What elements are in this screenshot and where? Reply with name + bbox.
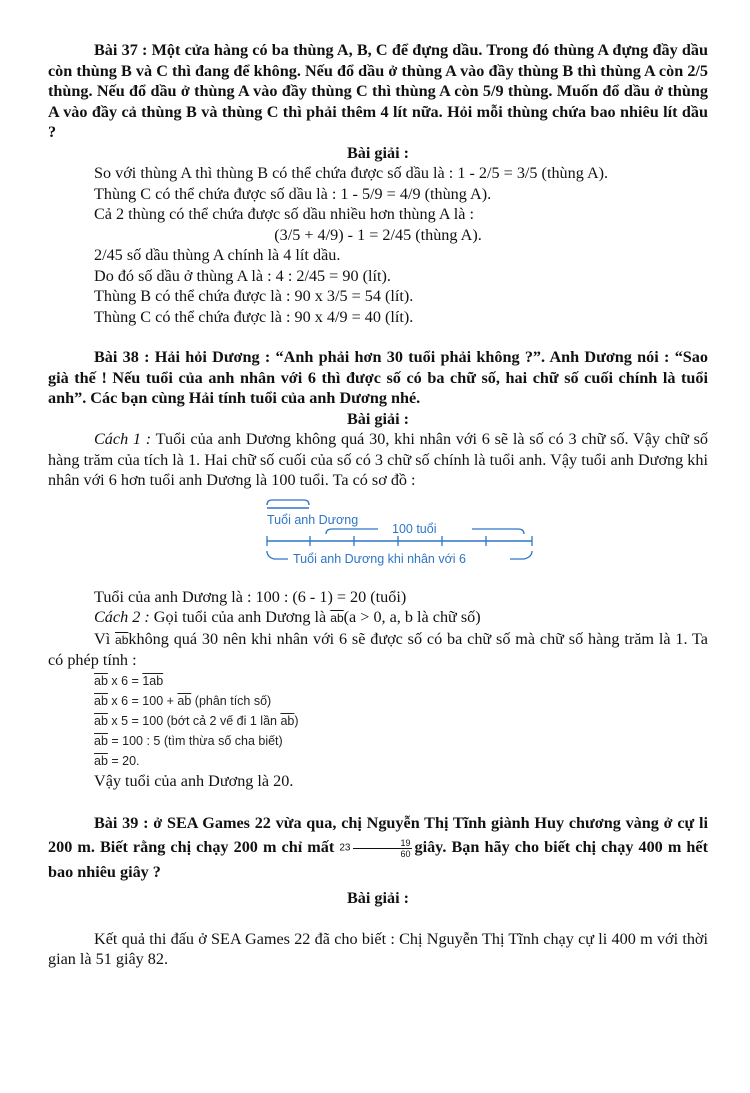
age-brace xyxy=(267,500,309,505)
times6-brace xyxy=(267,551,288,559)
method-2-line: Cách 2 : Gọi tuổi của anh Dương là $\overline{ab}(a > 0$, a, b là chữ số) xyxy=(94,608,481,626)
solution-line: Thùng C có thể chứa được số dầu là : 1 - 5/9 = 4/9 (thùng A). xyxy=(94,184,492,203)
solution-line: Thùng C có thể chứa được là : 90 x 4/9 = 40 (lít). xyxy=(94,307,414,326)
solution-line: Do đó số dầu ở thùng A là : 4 : 2/45 = 90 (lít). xyxy=(94,266,391,285)
solution-line: Cả 2 thùng có thể chứa được số dầu nhiều hơn thùng A là : xyxy=(94,205,474,223)
calc-step: $\overline{ab}$ x 6 = 1ab xyxy=(94,673,164,688)
solution-line: Thùng B có thể chứa được là : 90 x 3/5 = 54 (lít). xyxy=(94,287,414,305)
ab-overline: $\overline{ab}$ xyxy=(330,611,344,625)
mixed-number-fraction: $\frac{19}{60}$ xyxy=(353,838,411,859)
because-paragraph: Vì $\overline{ab}không$ quá 30 nên khi nhân với 6 sẽ được số có ba chữ số mà chữ số hàng trăm là 1. Ta có phép tính : xyxy=(48,629,708,669)
label-times6: Tuổi anh Dương khi nhân với 6 xyxy=(293,551,467,566)
solution-heading-37: Bài giải : xyxy=(346,143,410,162)
problem-39: Bài 39 : ở SEA Games 22 vừa qua, chị Nguyễn Thị Tĩnh giành Huy chương vàng ở cự li 200 m. Biết rằng chị chạy 200 m chỉ mất 23 $\frac{19}{60}$ giây. Bạn hãy cho biết chị chạy 400 m hết bao nhiêu giây ? xyxy=(48,814,709,882)
solution-line: 2/45 số dầu thùng A chính là 4 lít dầu. xyxy=(94,246,341,264)
label-age: Tuổi anh Dương xyxy=(267,512,359,527)
calc-step: $\overline{ab} = 100$ : 5 (tìm thừa số cha biết) xyxy=(94,733,283,748)
answer-39: Kết quả thi đấu ở SEA Games 22 đã cho biết : Chị Nguyễn Thị Tĩnh chạy cự li 400 m với thời gian là 51 giây 82. xyxy=(48,929,708,969)
solution-line: (3/5 + 4/9) - 1 = 2/45 (thùng A). xyxy=(274,225,482,244)
label-100: 100 tuổi xyxy=(392,521,437,536)
calculation-steps xyxy=(48,671,708,771)
solution-heading-38: Bài giải : xyxy=(346,409,410,428)
method-1-text: Tuổi của anh Dương không quá 30, khi nhân với 6 sẽ là số có 3 chữ số. Vậy chữ số hàng trăm của tích là 1. Hai chữ số cuối của số có 3 chữ số chính là tuổi anh. Vậy tuổi anh Dương khi nhân với 6 hơn tuổi anh Dương là 100 tuổi. Ta có sơ đồ : xyxy=(48,430,708,489)
hundred-brace xyxy=(326,529,378,534)
mixed-number-int: 23 xyxy=(339,842,351,854)
age-segment-diagram xyxy=(266,499,534,577)
problem-37: Bài 37 : Một cửa hàng có ba thùng A, B, C để đựng dầu. Trong đó thùng A đựng đầy dầu còn thùng B và C thì đang để không. Nếu đổ dầu ở thùng A vào đầy thùng B thì thùng A còn 2/5 thùng. Nếu đổ dầu ở thùng A vào đầy thùng C thì thùng A còn 5/9 thùng. Muốn đổ dầu ở thùng A vào đầy cả thùng B và thùng C thì phải thêm 4 lít nữa. Hỏi mỗi thùng chứa bao nhiêu lít dầu ? xyxy=(48,41,708,141)
calc-step: $\overline{ab}$ x $6 = 100 + \overline{ab}$ (phân tích số) xyxy=(94,693,272,708)
method-1-paragraph xyxy=(48,429,708,491)
conclusion-38: Vậy tuổi của anh Dương là 20. xyxy=(94,771,294,790)
solution-line: So với thùng A thì thùng B có thể chứa được số dầu là : 1 - 2/5 = 3/5 (thùng A). xyxy=(94,164,609,182)
method-1-label: Cách 1 : xyxy=(94,430,152,448)
solution-heading-39: Bài giải : xyxy=(346,889,410,908)
method-2-label: Cách 2 : xyxy=(94,608,150,626)
calc-step: $\overline{ab}$ x 5 = 100 (bớt cả 2 vế đi 1 lần $\overline{ab}$) xyxy=(94,713,299,728)
times6-brace xyxy=(510,551,532,559)
problem-38: Bài 38 : Hải hỏi Dương : “Anh phải hơn 30 tuổi phải không ?”. Anh Dương nói : “Sao già thế ! Nếu tuổi của anh nhân với 6 thì được số có ba chữ số, hai chữ số cuối chính là tuổi anh”. Các bạn cùng Hải tính tuổi của anh Dương nhé. xyxy=(48,348,708,407)
document-page xyxy=(48,40,708,970)
hundred-brace xyxy=(472,529,524,534)
calc-step: $\overline{ab} = 20$. xyxy=(94,753,140,768)
method-1-result: Tuổi của anh Dương là : 100 : (6 - 1) = 20 (tuổi) xyxy=(94,587,407,606)
ab-overline: $\overline{ab}$ xyxy=(115,632,129,647)
